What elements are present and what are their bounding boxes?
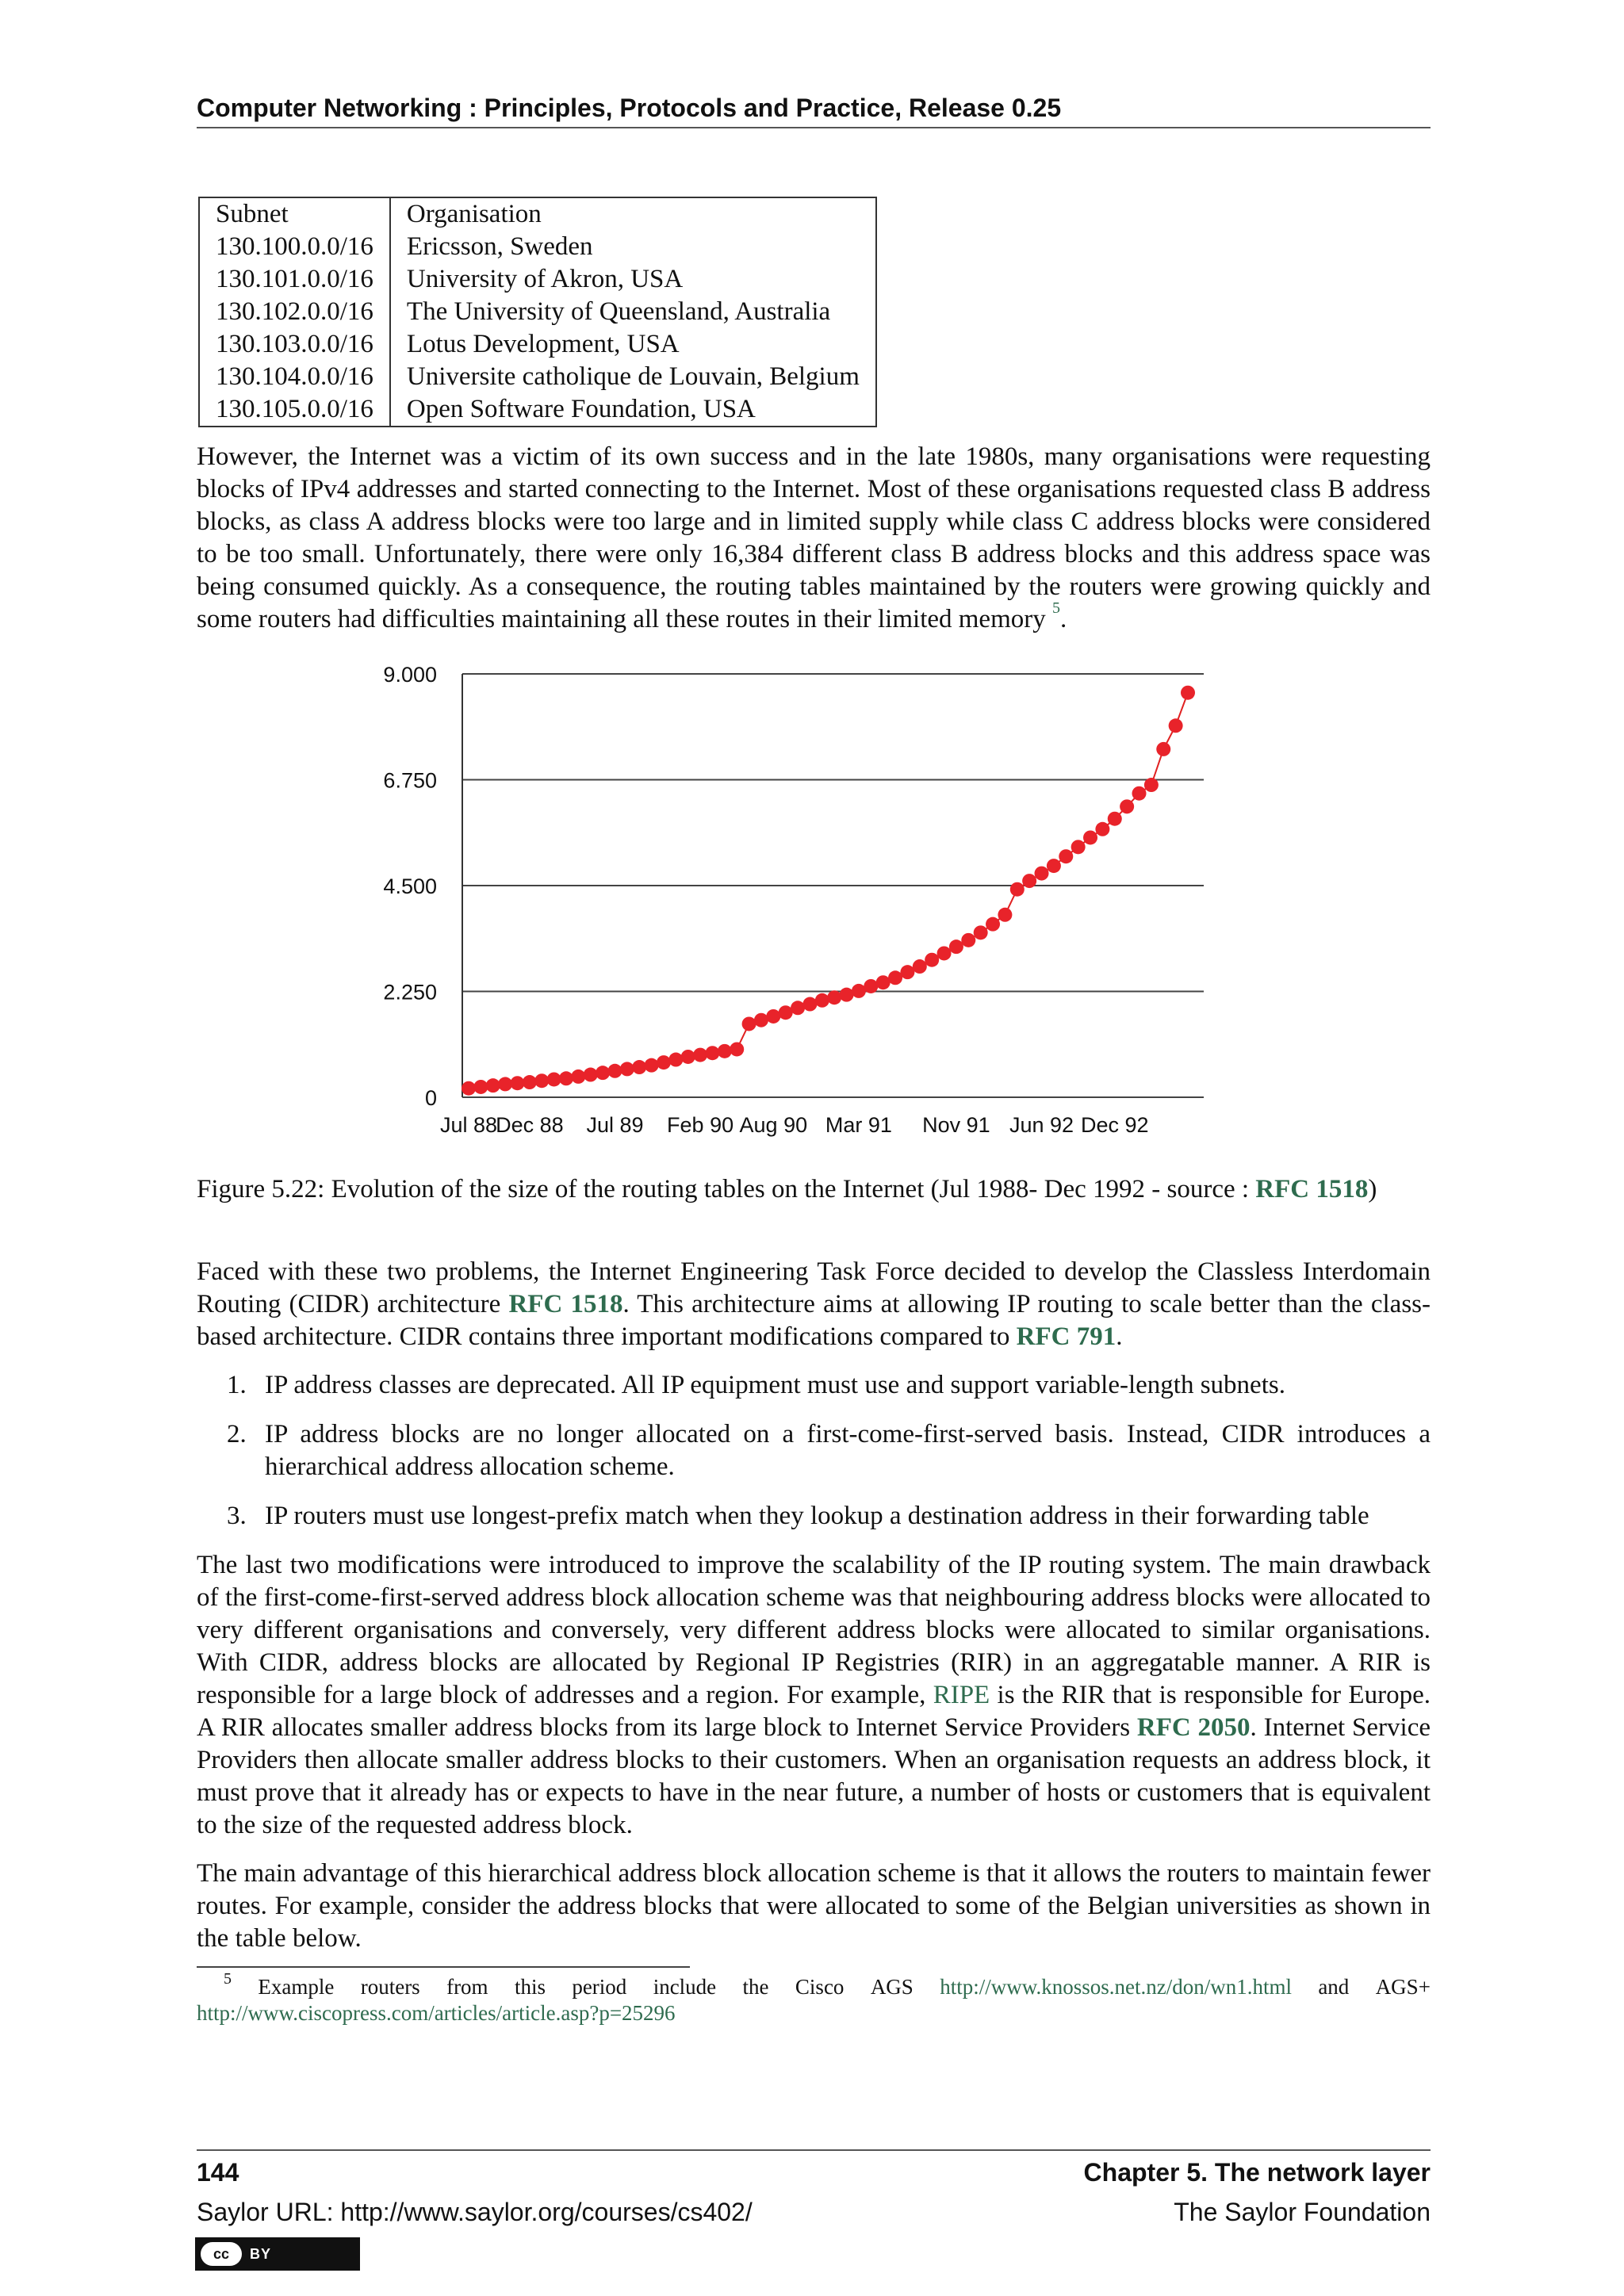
organisation-cell: Open Software Foundation, USA — [406, 395, 756, 423]
data-point — [1059, 849, 1073, 863]
data-point — [718, 1044, 732, 1058]
figure-caption: Figure 5.22: Evolution of the size of the routing tables on the Internet (Jul 1988- Dec 1992 - source : RFC 1518) — [197, 1175, 1377, 1203]
data-point — [937, 946, 952, 960]
data-point — [632, 1060, 646, 1074]
page-number: 144 — [197, 2158, 239, 2187]
x-tick-label: Aug 90 — [739, 1113, 808, 1137]
x-tick-label: Dec 92 — [1080, 1113, 1149, 1137]
data-point — [754, 1013, 768, 1027]
running-header: Computer Networking : Principles, Protocols and Practice, Release 0.25 — [197, 94, 1062, 122]
data-point — [559, 1071, 573, 1085]
data-point — [802, 997, 817, 1012]
axis-layer — [383, 663, 1148, 1137]
series-line — [469, 693, 1188, 1089]
organisation-cell: University of Akron, USA — [406, 265, 684, 293]
paragraph-cidr-intro: Faced with these two problems, the Internet Engineering Task Force decided to develop the Classless Interdomain Routing (CIDR) architecture RFC 1518. This architecture aims at allowing IP routing to scale better than the class-based architecture. CIDR contains three important modifications compared to RFC 791. — [197, 1257, 1431, 1351]
footnote-mark[interactable]: 5 — [1051, 599, 1060, 617]
data-point — [730, 1042, 744, 1056]
y-tick-label: 6.750 — [383, 768, 437, 793]
list-item: 3. IP routers must use longest-prefix match when they lookup a destination address in their forwarding table — [227, 1502, 1369, 1530]
y-tick-label: 9.000 — [383, 663, 437, 687]
data-point — [961, 933, 975, 947]
data-point — [1083, 830, 1097, 844]
y-tick-label: 2.250 — [383, 980, 437, 1004]
table-row — [199, 328, 876, 361]
subnet-cell: 130.105.0.0/16 — [199, 393, 390, 427]
x-tick-label: Jul 88 — [439, 1113, 498, 1137]
table-row — [199, 393, 876, 427]
table-row — [199, 263, 876, 296]
data-point — [864, 979, 878, 993]
data-point — [523, 1075, 537, 1089]
footnote-rule — [197, 1966, 690, 1968]
data-point — [1108, 812, 1122, 826]
data-point — [1181, 686, 1195, 700]
data-point — [815, 993, 829, 1008]
data-point — [693, 1048, 707, 1062]
data-point — [1022, 874, 1036, 888]
footnote-line: $^5$ Example routers from this period include the Cisco AGS http://www.knossos.net.nz/don/wn1.html and AGS+ — [224, 1970, 1431, 1999]
footer-rule — [197, 2149, 1431, 2151]
data-point — [571, 1070, 585, 1084]
data-point — [668, 1053, 683, 1067]
data-point — [1169, 718, 1183, 733]
organisation-cell: The University of Queensland, Australia — [406, 297, 831, 326]
table-header-row — [199, 197, 876, 231]
data-point — [596, 1066, 610, 1080]
data-point — [607, 1064, 622, 1078]
data-point — [974, 925, 988, 939]
data-point — [534, 1073, 549, 1088]
chart-svg — [197, 650, 1431, 1158]
table-row — [199, 231, 876, 263]
routing-table-chart — [197, 650, 1431, 1158]
x-tick-label: Feb 90 — [667, 1113, 734, 1137]
data-point — [1047, 859, 1061, 873]
by-icon: BY — [250, 2245, 272, 2262]
foundation-name: The Saylor Foundation — [1174, 2198, 1431, 2226]
data-point — [1132, 786, 1147, 801]
data-point — [462, 1081, 476, 1096]
subnet-cell: 130.100.0.0/16 — [199, 231, 390, 263]
subnet-cell: 130.103.0.0/16 — [199, 328, 390, 361]
rfc-1518-link[interactable]: RFC 1518 — [508, 1290, 623, 1318]
data-point — [742, 1016, 756, 1031]
data-point — [827, 990, 841, 1004]
data-point — [705, 1046, 719, 1060]
x-tick-label: Jul 89 — [586, 1113, 644, 1137]
data-point — [1156, 742, 1170, 756]
data-point — [998, 908, 1012, 922]
y-tick-label: 0 — [424, 1086, 437, 1110]
data-point — [913, 959, 927, 974]
data-point — [681, 1050, 695, 1064]
data-point — [1010, 882, 1025, 897]
knossos-link[interactable]: http://www.knossos.net.nz/don/wn1.html — [940, 1975, 1292, 1999]
x-tick-label: Jun 92 — [1009, 1113, 1074, 1137]
list-item: 1. IP address classes are deprecated. All IP equipment must use and support variable-length subnets. — [227, 1371, 1285, 1399]
data-point — [900, 965, 914, 979]
data-point — [584, 1068, 598, 1082]
data-point — [949, 939, 963, 954]
data-point — [473, 1080, 488, 1094]
rfc-791-link[interactable]: RFC 791 — [1016, 1322, 1116, 1351]
data-point — [657, 1055, 671, 1070]
data-point — [852, 984, 866, 998]
table-header-cell: Subnet — [199, 197, 390, 231]
footnote — [197, 1970, 1431, 2026]
data-point — [791, 1001, 805, 1015]
paragraph-ipv4-exhaustion: However, the Internet was a victim of its own success and in the late 1980s, many organisations were requesting blocks of IPv4 addresses and started connecting to the Internet. Most of these organisations requested class B address blocks, as class A address blocks were too large and in limited supply while class C address blocks were considered to be too small. Unfortunately, there were only 16,384 different class B address blocks and this address space was being consumed quickly. As a consequence, the routing tables maintained by the routers were growing quickly and some routers had difficulties maintaining all these routes in their limited memory $^5$. — [197, 442, 1431, 633]
data-point — [986, 917, 1000, 932]
data-point — [620, 1062, 634, 1076]
cc-icon: cc — [201, 2242, 242, 2266]
paragraph-hierarchical: The main advantage of this hierarchical address block allocation scheme is that it allows the routers to maintain fewer routes. For example, consider the address blocks that were allocated to some of the Belgian universities as shown in the table below. — [197, 1859, 1431, 1953]
x-tick-label: Nov 91 — [922, 1113, 990, 1137]
header-rule — [197, 127, 1431, 128]
data-point — [486, 1078, 500, 1093]
rfc-2050-link[interactable]: RFC 2050 — [1136, 1713, 1251, 1742]
data-point — [925, 953, 939, 967]
data-point — [1120, 799, 1134, 813]
subnet-cell: 130.104.0.0/16 — [199, 361, 390, 393]
rfc-1518-link[interactable]: RFC 1518 — [1255, 1175, 1369, 1203]
table-row — [199, 296, 876, 328]
series-layer — [462, 686, 1195, 1096]
organisation-cell: Universite catholique de Louvain, Belgium — [406, 362, 860, 391]
data-point — [888, 970, 902, 985]
data-point — [876, 975, 891, 989]
data-point — [840, 988, 854, 1002]
data-point — [1035, 867, 1049, 881]
data-point — [547, 1072, 561, 1086]
data-point — [1095, 822, 1109, 836]
chapter-title: Chapter 5. The network layer — [1083, 2158, 1431, 2187]
organisation-cell: Lotus Development, USA — [406, 330, 680, 358]
data-point — [498, 1077, 512, 1091]
cc-license-badge[interactable] — [195, 2237, 360, 2271]
data-point — [1071, 840, 1086, 854]
ripe-link[interactable]: RIPE — [933, 1681, 990, 1709]
data-point — [779, 1005, 793, 1020]
subnet-cell: 130.101.0.0/16 — [199, 263, 390, 296]
x-tick-label: Dec 88 — [496, 1113, 564, 1137]
x-tick-label: Mar 91 — [825, 1113, 892, 1137]
saylor-url[interactable]: Saylor URL: http://www.saylor.org/courses/cs402/ — [197, 2198, 753, 2226]
modifications-list — [197, 1369, 1431, 1533]
y-tick-label: 4.500 — [383, 874, 437, 898]
table-row — [199, 361, 876, 393]
footnote-number: 5 — [224, 1970, 232, 1988]
subnet-cell: 130.102.0.0/16 — [199, 296, 390, 328]
paragraph-rir: The last two modifications were introduced to improve the scalability of the IP routing system. The main drawback of the first-come-first-served address block allocation scheme was that neighbouring address blocks were allocated to very different organisations and conversely, very different address blocks were allocated to similar organisations. With CIDR, address blocks are allocated by Regional IP Registries (RIR) in an aggregatable manner. A RIR is responsible for a large block of addresses and a region. For example, RIPE is the RIR that is responsible for Europe. A RIR allocates smaller address blocks from its large block to Internet Service Providers RFC 2050. Internet Service Providers then allocate smaller address blocks to their customers. When an organisation requests an address block, it must prove that it already has or expects to have in the near future, a number of hosts or customers that is equivalent to the size of the requested address block. — [197, 1551, 1431, 1839]
list-item: 2. IP address blocks are no longer allocated on a first-come-first-served basis. Instead, CIDR introduces a hierarchical address allocation scheme. — [227, 1420, 1431, 1481]
data-point — [645, 1058, 659, 1073]
data-point — [766, 1009, 780, 1024]
table-header-cell: Organisation — [406, 200, 542, 228]
subnet-table — [198, 197, 877, 427]
grid-layer — [462, 674, 1204, 1097]
data-point — [510, 1076, 524, 1090]
data-point — [1144, 778, 1159, 792]
ciscopress-link[interactable]: http://www.ciscopress.com/articles/article.asp?p=25296 — [197, 2001, 676, 2025]
organisation-cell: Ericsson, Sweden — [406, 232, 593, 261]
